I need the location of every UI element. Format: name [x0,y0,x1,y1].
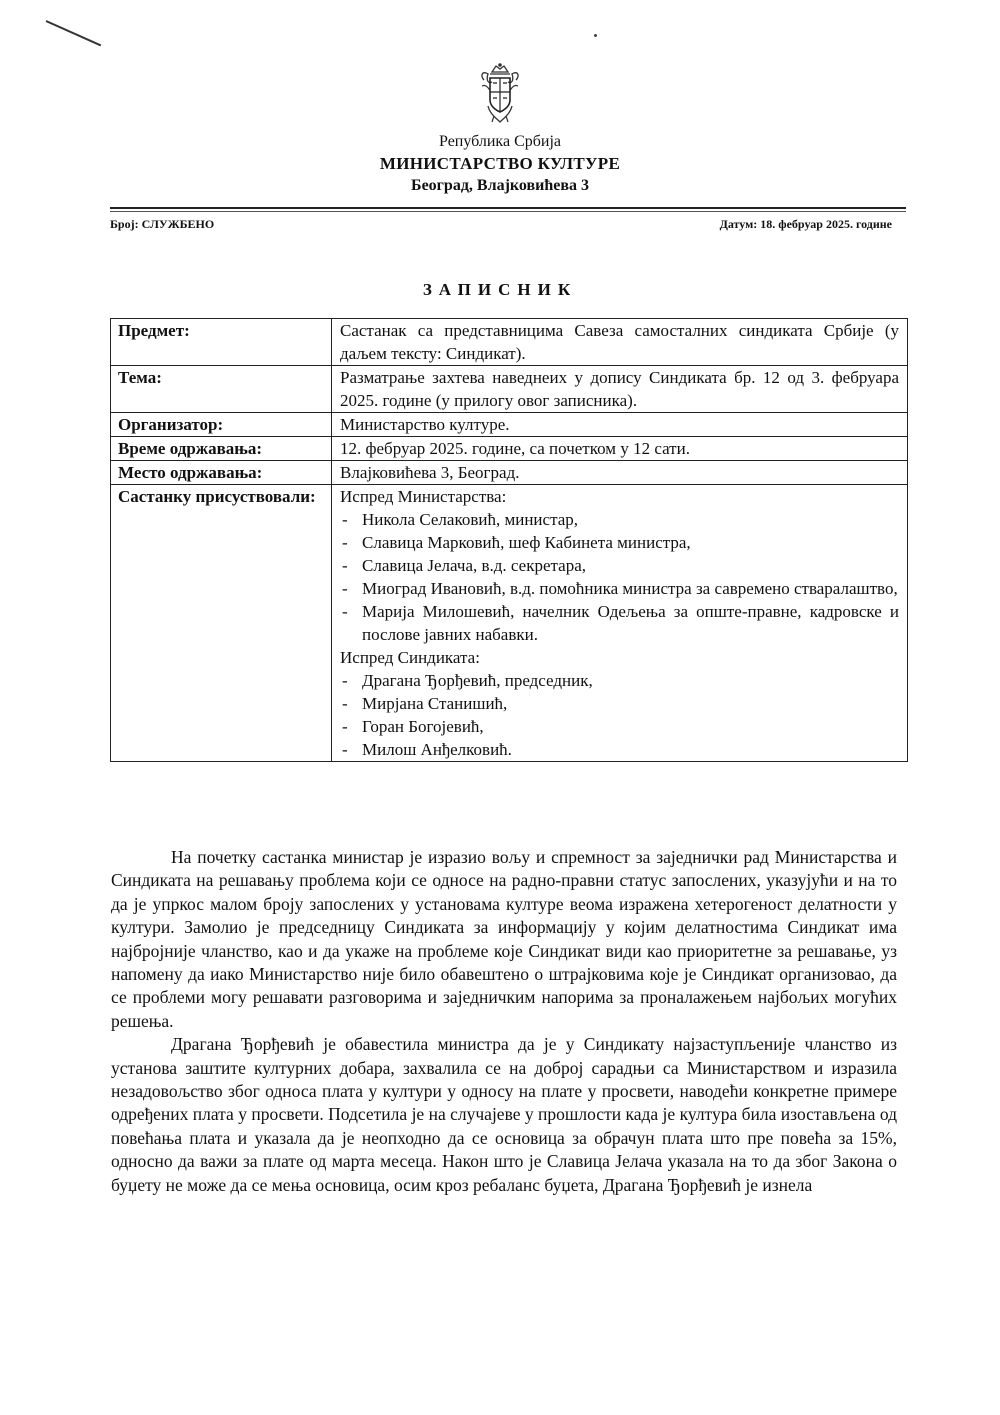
list-item: - Драгана Ђорђевић, председник, [340,669,899,692]
time-value: 12. фебруар 2025. године, са почетком у 12 сати. [332,437,908,461]
union-heading: Испред Синдиката: [340,648,480,667]
organizer-value: Министарство културе. [332,413,908,437]
pen-stroke-mark [46,20,102,46]
list-item: - Мирјана Станишић, [340,692,899,715]
attendees-value [332,485,908,762]
list-item: - Никола Селаковић, министар, [340,508,899,531]
time-label: Време одржавања: [111,437,332,461]
attendees-label: Састанку присуствовали: [111,485,332,762]
list-item: - Миоград Ивановић, в.д. помоћника министра за савремено стваралаштво, [340,577,899,600]
ink-dot-mark [594,34,597,37]
header-divider-thin [110,211,906,212]
document-number: Број: СЛУЖБЕНО [110,217,215,231]
body-paragraph-2: Драгана Ђорђевић је обавестила министра да је у Синдикату најзаступљеније чланство из установа заштите културних добара, захвалила се на доброј сарадњи са Министарством и изразила незадовољство због односа плата у култури у односу на плате у просвети, наводећи конкретне примере одређених плата у просвети. Подсетила је на случајеве у прошлости када је култура била изостављена од повећања плата и указала да је неопходно да се основица за обрачун плата што пре повећа за 15%, односно да важи за плате од марта месеца. Након што је Славица Јелача указала на то да због Закона о буџету не може да се мења основица, осим кроз ребаланс буџета, Драгана Ђорђевић је изнела [111,1034,897,1195]
table-row-topic [111,366,908,413]
header-ministry: МИНИСТАРСТВО КУЛТУРЕ [379,154,621,173]
subject-value: Састанак са представницима Савеза самосталних синдиката Србије (у даљем тексту: Синдикат). [332,319,908,366]
list-item: - Славица Марковић, шеф Кабинета министра, [340,531,899,554]
place-value: Влајковићева 3, Београд. [332,461,908,485]
list-item: - Славица Јелача, в.д. секретара, [340,554,899,577]
union-attendee-list [340,669,899,761]
meeting-info-table [110,318,908,762]
list-item: - Горан Богојевић, [340,715,899,738]
subject-label: Предмет: [111,319,332,366]
list-item: - Марија Милошевић, начелник Одељења за опште-правне, кадровске и послове јавних набавки. [340,600,899,646]
list-item: - Милош Анђелковић. [340,738,899,761]
organizer-label: Организатор: [111,413,332,437]
topic-value: Разматрање захтева наведнеих у допису Синдиката бр. 12 од 3. фебруара 2025. године (у прилогу овог записника). [332,366,908,413]
document-title: ЗАПИСНИК [422,280,578,299]
header-country: Република Србија [439,133,561,150]
table-row-time [111,437,908,461]
body-paragraph-1: На почетку састанка министар је изразио вољу и спремност за заједнички рад Министарства и Синдиката на решавању проблема који се односе на радно-правни статус запослених, указујући и на то да је упркос малом броју запослених у установама културе веома изражена хетерогеност делатности у култури. Замолио је председницу Синдиката за информацију у којим делатностима Синдикат има најбројније чланство, као и да укаже на проблеме које Синдикат види као приоритетне за решавање, уз напомену да иако Министарство није било обавештено о штрајковима које је Синдикат организовао, да се проблеми могу решавати разговорима и заједничким напорима за проналажењем најбољих могућих решења. [111,847,897,1031]
document-date: Датум: 18. фебруар 2025. године [719,217,892,231]
header-divider [110,207,906,209]
ministry-heading: Испред Министарства: [340,487,507,506]
table-row-place [111,461,908,485]
place-label: Место одржавања: [111,461,332,485]
coat-of-arms-icon [478,62,522,124]
table-row-organizer [111,413,908,437]
table-row-attendees [111,485,908,762]
ministry-attendee-list [340,508,899,646]
document-body [111,846,897,1197]
table-row-subject [111,319,908,366]
header-address: Београд, Влајковићева 3 [410,177,590,194]
topic-label: Тема: [111,366,332,413]
